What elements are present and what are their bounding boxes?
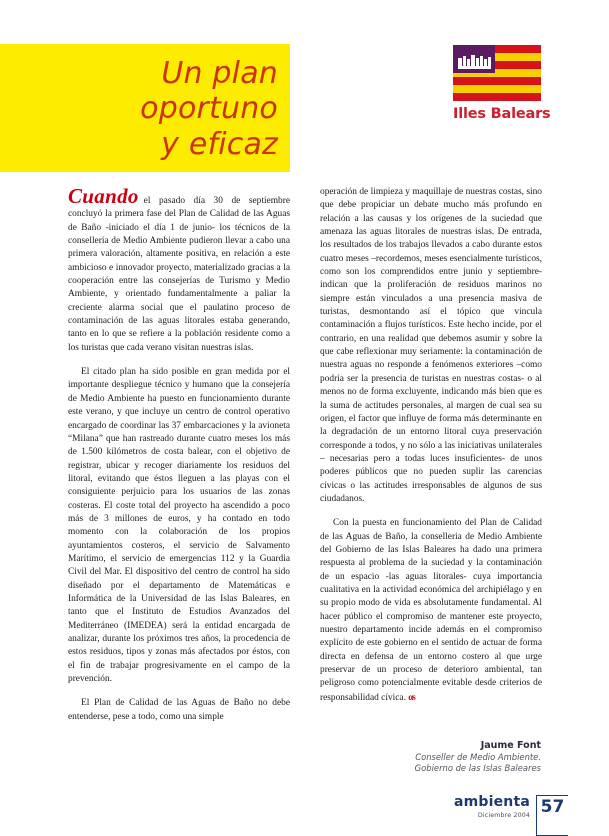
page-title-line-3: y eficaz [161,126,278,162]
author-role-line-1: Conseller de Medio Ambiente. [415,752,541,762]
paragraph: operación de limpieza y maquillaje de nuestras costas, sino que debe propiciar un debate mucho más profundo en relación a las causas y los orígenes de la suciedad que amenaza las aguas litorales de nuestras islas. De entrada, los resultados de los trabajos llevados a cabo durante estos cuatro meses –recordemos, meses esencialmente turísticos, como son los comprendidos entre junio y septiembre- indican que la proliferación de residuos marinos no siempre están vinculados a una presencia masiva de turistas, desmontando así el tópico que vincula contaminación a flujos turísticos. Este hecho incide, por el contrario, en una realidad que debemos asumir y sobre la que cabe reflexionar muy seriamente: la contaminación de nuestra aguas no responde a fenómenos exteriores –como podría ser la presencia de turistas en nuestras costas- o al menos no de forma excluyente, indicando más bien que es la suma de actitudes personales, al margen de cual sea su origen, el factor que influye de forma más determinante en la degradación de un entorno litoral cuya preservación corresponde a todos, y no sólo a las iniciativas unilaterales – necesarias pero a todas luces insuficientes- de unos poderes públicos que no pueden suplir las carencias cívicas o las actitudes irresponsables de algunos de sus ciudadanos. [320,187,542,504]
end-ornament-icon: αѕ [408,691,415,702]
magazine-logo: ambienta [453,794,530,810]
paragraph [320,517,542,705]
page-number: 57 [536,795,568,836]
page-footer [452,795,572,836]
article-body [68,186,542,734]
illes-balears-logo [453,45,553,122]
footer-brand [452,795,536,819]
page-title-line-1: Un plan [161,55,278,91]
author-role-line-2: Gobierno de las Islas Baleares [414,763,541,773]
author-name: Jaume Font [480,740,541,751]
article-column-right [320,186,542,734]
paragraph-text: Con la puesta en funcionamiento del Plan de Calidad de las Aguas de Baño, la conselleria de Medio Ambiente del Gobierno de las Islas Baleares ha dado una primera respuesta al problema de la suciedad y la contaminación de un espacio -las aguas litorales- cuya importancia cualitativa en la actividad económica del archipiélago y en su propio modo de vida es absolutamente fundamental. Al hacer público el compromiso de mantener este proyecto, nuestro departamento incide además en el compromiso explícito de este gobierno en el sentido de actuar de forma directa en defensa de un entorno costero al que urge preservar de un proceso de deterioro ambiental, tan peligroso como potencialmente evitable desde criterios de responsabilidad cívica. [320,518,542,703]
paragraph: El citado plan ha sido posible en gran medida por el importante despliegue técnico y humano que la consejería de Medio Ambiente ha puesto en funcionamiento durante este verano, y que incluye un centro de control operativo encargado de coordinar las 37 embarcaciones y la avioneta “Milana” que han rastreado durante cuatro meses los más de 1.500 kilómetros de costa balear, con el objetivo de registrar, ubicar y recoger diariamente los residuos del litoral, evitando que éstos lleguen a las playas con el consiguiente perjuicio para los usuarios de las zonas costeras. El coste total del proyecto ha ascendido a poco más de 3 millones de euros, y ha contado en todo momento con la colaboración de los propios ayuntamientos costeros, el servicio de Salvamento Marítimo, el servicio de emergencias 112 y la Guardia Civil del Mar. El dispositivo del centro de control ha sido diseñado por el departamento de Matemáticas e Informática de la Universidad de las Islas Baleares, en tanto que el Instituto de Estudios Avanzados del Mediterráneo (IMEDEA) será la entidad encargada de analizar, durante los próximos tres años, la procedencia de estos residuos, tipos y zonas más afectados por éstos, con el fin de trabajar progresivamente en el campo de la prevención. [68,367,290,685]
page-title [0,46,290,172]
page-title-line-2: oportuno [140,91,278,127]
article-column-left [68,186,290,734]
paragraph [68,186,290,355]
illes-balears-label: Illes Balears [453,106,551,122]
paragraph-text: el pasado día 30 de septiembre concluyó la primera fase del Plan de Calidad de las Aguas de Baño -iniciado el día 1 de junio- los técnicos de la conselleria de Medio Ambiente pudieron llevar a cabo una primera valoración, altamente positiva, en relación a este ambicioso e innovador proyecto, materializado gracias a la cooperación entre las consejerías de Turismo y Medio Ambiente, y orientado fundamentalmente a paliar la creciente alarma social que el paulatino proceso de contaminación de las aguas litorales estaba generando, tanto en lo que se refiere a la población residente como a los turistas que cada verano visitan nuestras islas. [68,196,290,353]
balearic-flag-icon [453,45,541,101]
castle-icon [458,53,491,69]
lead-word: Cuando [68,184,139,208]
paragraph: El Plan de Calidad de las Aguas de Baño no debe entenderse, pese a todo, como una simple [68,698,290,722]
issue-date: Diciembre 2004 [477,812,530,819]
author-signature [281,740,541,774]
